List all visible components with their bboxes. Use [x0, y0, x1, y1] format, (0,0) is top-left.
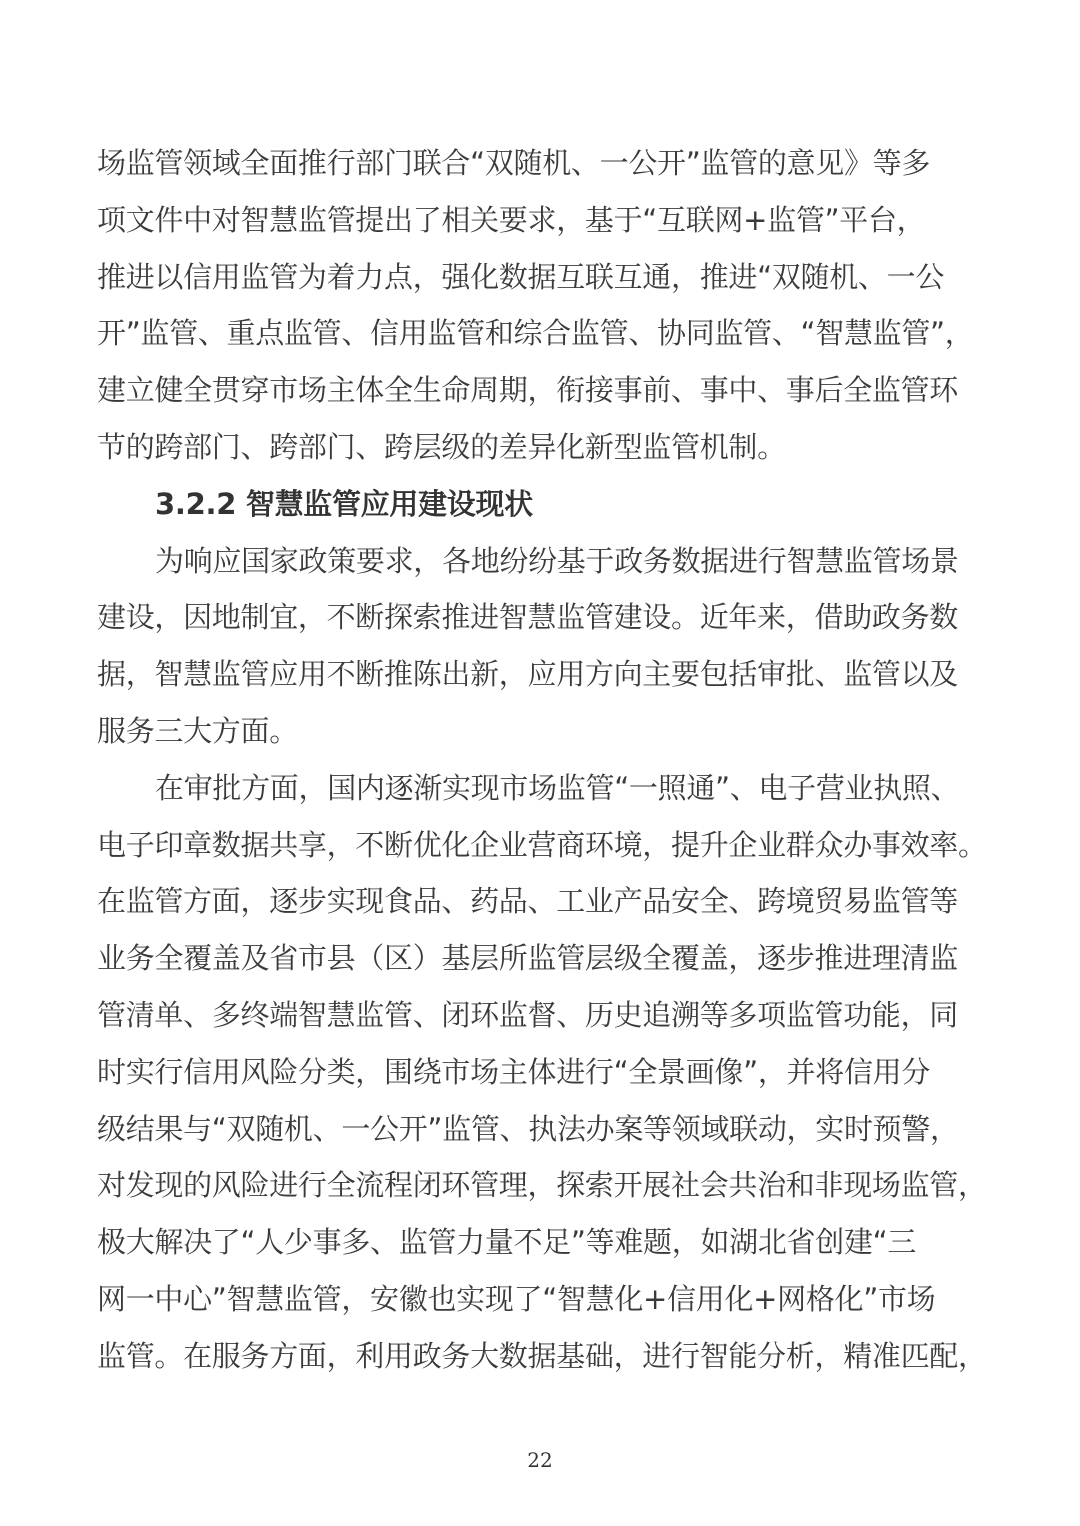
text-line: 据，智慧监管应用不断推陈出新，应用方向主要包括审批、监管以及 — [97, 657, 959, 692]
text-line: 场监管领域全面推行部门联合“双随机、一公开”监管的意见》等多 — [97, 146, 931, 180]
text-line: 建立健全贯穿市场主体全生命周期，衔接事前、事中、事后全监管环 — [97, 373, 959, 408]
text-line: 电子印章数据共享，不断优化企业营商环境，提升企业群众办事效率。 — [97, 827, 987, 862]
text-line: 建设，因地制宜，不断探索推进智慧监管建设。近年来，借助政务数 — [97, 600, 959, 635]
text-line: 管清单、多终端智慧监管、闭环监督、历史追溯等多项监管功能，同 — [97, 997, 959, 1032]
text-line: 级结果与“双随机、一公开”监管、执法办案等领域联动，实时预警， — [97, 1111, 959, 1146]
text-line: 极大解决了“人少事多、监管力量不足”等难题，如湖北省创建“三 — [97, 1225, 917, 1260]
text-line: 服务三大方面。 — [97, 713, 298, 748]
text-line: 对发现的风险进行全流程闭环管理，探索开展社会共治和非现场监管， — [97, 1168, 987, 1203]
text-line: 网一中心”智慧监管，安徽也实现了“智慧化+信用化+网格化”市场 — [97, 1281, 936, 1316]
text-line: 在监管方面，逐步实现食品、药品、工业产品安全、跨境贸易监管等 — [97, 884, 959, 919]
text-line: 业务全覆盖及省市县（区）基层所监管层级全覆盖，逐步推进理清监 — [97, 941, 959, 976]
text-line: 推进以信用监管为着力点，强化数据互联互通，推进“双随机、一公 — [97, 259, 945, 294]
paragraph-first-line: 为响应国家政策要求，各地纷纷基于政务数据进行智慧监管场景 — [155, 543, 959, 578]
text-line: 监管。在服务方面，利用政务大数据基础，进行智能分析，精准匹配， — [97, 1338, 987, 1373]
text-line: 开”监管、重点监管、信用监管和综合监管、协同监管、“智慧监管”， — [97, 316, 974, 351]
body-text — [97, 135, 987, 1385]
text-line: 节的跨部门、跨部门、跨层级的差异化新型监管机制。 — [97, 429, 786, 464]
paragraph-first-line: 在审批方面，国内逐渐实现市场监管“一照通”、电子营业执照、 — [155, 770, 960, 805]
page-number: 22 — [527, 1448, 553, 1472]
text-line: 项文件中对智慧监管提出了相关要求，基于“互联网+监管”平台， — [97, 202, 926, 237]
text-line: 时实行信用风险分类，围绕市场主体进行“全景画像”，并将信用分 — [97, 1054, 931, 1089]
section-heading: 3.2.2 智慧监管应用建设现状 — [155, 486, 533, 521]
